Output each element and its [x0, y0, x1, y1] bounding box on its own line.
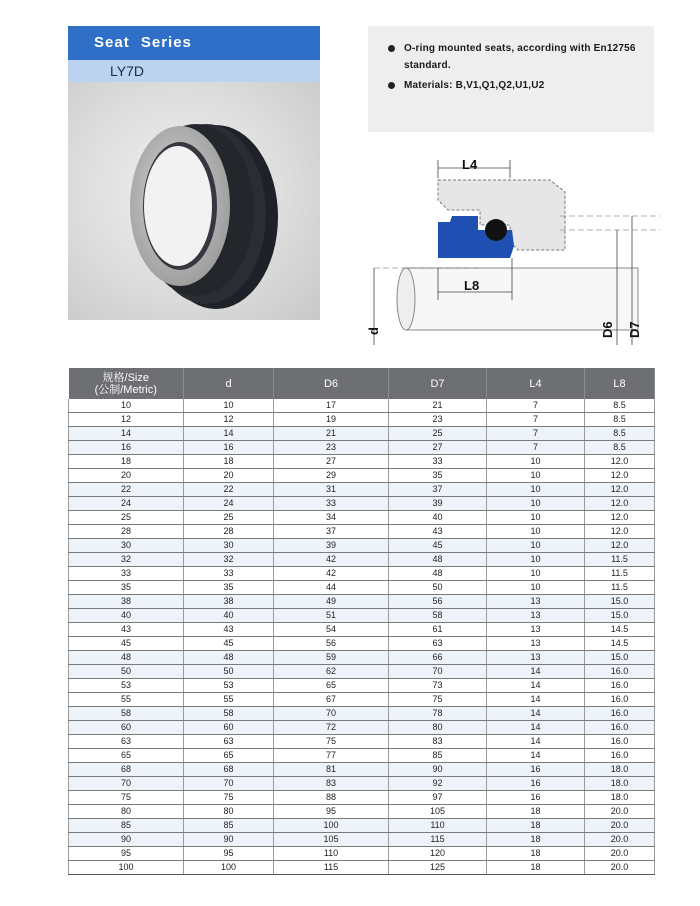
table-cell: 21 [389, 399, 487, 413]
table-row [69, 735, 655, 749]
table-cell: 10 [69, 399, 184, 413]
table-cell: 13 [487, 595, 585, 609]
table-cell: 31 [274, 483, 389, 497]
bullet-icon [388, 82, 395, 89]
col-d6: D6 [274, 368, 389, 399]
table-cell: 39 [274, 539, 389, 553]
table-cell: 20 [184, 469, 274, 483]
table-row [69, 455, 655, 469]
table-cell: 63 [184, 735, 274, 749]
table-row [69, 581, 655, 595]
table-cell: 14.5 [585, 623, 655, 637]
note-item [388, 40, 646, 74]
table-cell: 20.0 [585, 805, 655, 819]
table-cell: 53 [184, 679, 274, 693]
table-cell: 42 [274, 567, 389, 581]
table-cell: 12 [69, 413, 184, 427]
table-cell: 13 [487, 637, 585, 651]
table-cell: 21 [274, 427, 389, 441]
table-cell: 25 [69, 511, 184, 525]
table-cell: 61 [389, 623, 487, 637]
series-title: Seat Series [68, 26, 320, 60]
table-cell: 63 [69, 735, 184, 749]
table-cell: 90 [69, 833, 184, 847]
table-cell: 12.0 [585, 525, 655, 539]
table-cell: 54 [274, 623, 389, 637]
table-cell: 12.0 [585, 469, 655, 483]
table-cell: 23 [274, 441, 389, 455]
table-cell: 43 [389, 525, 487, 539]
table-cell: 125 [389, 861, 487, 875]
table-cell: 92 [389, 777, 487, 791]
table-row [69, 679, 655, 693]
table-cell: 16 [487, 763, 585, 777]
table-cell: 100 [184, 861, 274, 875]
seat-ring-image [68, 82, 320, 320]
note-text: Materials: B,V1,Q1,Q2,U1,U2 [404, 80, 545, 91]
table-cell: 95 [184, 847, 274, 861]
table-cell: 18.0 [585, 777, 655, 791]
table-cell: 16 [184, 441, 274, 455]
table-cell: 34 [274, 511, 389, 525]
col-size: 规格/Size (公制/Metric) [69, 368, 184, 399]
table-cell: 32 [69, 553, 184, 567]
table-cell: 27 [274, 455, 389, 469]
table-cell: 81 [274, 763, 389, 777]
table-cell: 16 [487, 791, 585, 805]
table-cell: 51 [274, 609, 389, 623]
table-cell: 15.0 [585, 651, 655, 665]
label-l4: L4 [462, 157, 478, 172]
dimension-diagram [360, 150, 660, 350]
table-cell: 53 [69, 679, 184, 693]
table-cell: 48 [389, 567, 487, 581]
table-cell: 58 [184, 707, 274, 721]
table-cell: 38 [184, 595, 274, 609]
table-cell: 13 [487, 651, 585, 665]
table-row [69, 483, 655, 497]
product-photo [68, 82, 320, 320]
table-cell: 39 [389, 497, 487, 511]
table-cell: 12.0 [585, 455, 655, 469]
table-cell: 43 [184, 623, 274, 637]
table-cell: 10 [487, 581, 585, 595]
table-cell: 50 [69, 665, 184, 679]
table-cell: 65 [274, 679, 389, 693]
table-row [69, 609, 655, 623]
table-cell: 8.5 [585, 427, 655, 441]
model-label: LY7D [68, 60, 320, 82]
table-row [69, 805, 655, 819]
table-cell: 7 [487, 399, 585, 413]
table-cell: 8.5 [585, 441, 655, 455]
table-cell: 30 [184, 539, 274, 553]
table-row [69, 861, 655, 875]
table-cell: 24 [184, 497, 274, 511]
table-cell: 48 [184, 651, 274, 665]
table-row [69, 749, 655, 763]
table-row [69, 693, 655, 707]
shaft [406, 268, 638, 330]
table-cell: 95 [274, 805, 389, 819]
table-cell: 30 [69, 539, 184, 553]
table-cell: 83 [389, 735, 487, 749]
table-cell: 55 [184, 693, 274, 707]
table-cell: 67 [274, 693, 389, 707]
note-item [388, 77, 646, 94]
table-cell: 16 [487, 777, 585, 791]
table-cell: 16.0 [585, 721, 655, 735]
table-cell: 56 [274, 637, 389, 651]
table-cell: 75 [389, 693, 487, 707]
table-cell: 45 [69, 637, 184, 651]
table-cell: 68 [184, 763, 274, 777]
table-cell: 11.5 [585, 567, 655, 581]
table-cell: 14 [487, 693, 585, 707]
table-cell: 12.0 [585, 511, 655, 525]
table-cell: 20.0 [585, 861, 655, 875]
table-cell: 29 [274, 469, 389, 483]
table-cell: 22 [69, 483, 184, 497]
table-row [69, 651, 655, 665]
table-row [69, 511, 655, 525]
table-cell: 16 [69, 441, 184, 455]
table-cell: 78 [389, 707, 487, 721]
table-cell: 49 [274, 595, 389, 609]
table-cell: 62 [274, 665, 389, 679]
col-d: d [184, 368, 274, 399]
table-row [69, 441, 655, 455]
table-row [69, 833, 655, 847]
table-cell: 70 [274, 707, 389, 721]
table-row [69, 427, 655, 441]
table-cell: 14 [487, 721, 585, 735]
table-cell: 48 [69, 651, 184, 665]
table-cell: 20.0 [585, 819, 655, 833]
table-cell: 14 [487, 679, 585, 693]
table-cell: 19 [274, 413, 389, 427]
table-cell: 80 [69, 805, 184, 819]
table-cell: 59 [274, 651, 389, 665]
table-cell: 70 [389, 665, 487, 679]
table-cell: 10 [487, 539, 585, 553]
table-row [69, 763, 655, 777]
table-row [69, 497, 655, 511]
table-cell: 75 [184, 791, 274, 805]
table-cell: 37 [274, 525, 389, 539]
table-cell: 18 [487, 861, 585, 875]
table-cell: 63 [389, 637, 487, 651]
col-l8: L8 [585, 368, 655, 399]
table-cell: 48 [389, 553, 487, 567]
table-cell: 10 [487, 525, 585, 539]
table-cell: 33 [389, 455, 487, 469]
table-cell: 33 [69, 567, 184, 581]
table-cell: 14.5 [585, 637, 655, 651]
table-cell: 110 [274, 847, 389, 861]
table-cell: 11.5 [585, 581, 655, 595]
table-cell: 65 [69, 749, 184, 763]
table-cell: 10 [487, 511, 585, 525]
table-cell: 18 [487, 833, 585, 847]
table-cell: 13 [487, 623, 585, 637]
table-row [69, 539, 655, 553]
table-cell: 8.5 [585, 413, 655, 427]
table-cell: 85 [184, 819, 274, 833]
table-cell: 11.5 [585, 553, 655, 567]
table-cell: 7 [487, 427, 585, 441]
table-row [69, 413, 655, 427]
table-cell: 42 [274, 553, 389, 567]
table-cell: 20 [69, 469, 184, 483]
size-table [68, 368, 655, 875]
table-cell: 18 [184, 455, 274, 469]
table-row [69, 847, 655, 861]
table-cell: 35 [389, 469, 487, 483]
table-cell: 85 [389, 749, 487, 763]
table-cell: 22 [184, 483, 274, 497]
table-cell: 60 [184, 721, 274, 735]
table-cell: 25 [389, 427, 487, 441]
table-cell: 105 [389, 805, 487, 819]
table-cell: 7 [487, 441, 585, 455]
table-cell: 40 [184, 609, 274, 623]
table-cell: 27 [389, 441, 487, 455]
table-cell: 10 [487, 469, 585, 483]
table-cell: 58 [389, 609, 487, 623]
table-row [69, 791, 655, 805]
table-cell: 90 [389, 763, 487, 777]
table-cell: 18.0 [585, 763, 655, 777]
table-cell: 18 [69, 455, 184, 469]
table-cell: 38 [69, 595, 184, 609]
table-cell: 18 [487, 847, 585, 861]
table-row [69, 399, 655, 413]
table-cell: 28 [69, 525, 184, 539]
table-cell: 56 [389, 595, 487, 609]
table-cell: 14 [487, 707, 585, 721]
table-cell: 13 [487, 609, 585, 623]
table-cell: 14 [69, 427, 184, 441]
table-cell: 23 [389, 413, 487, 427]
table-cell: 72 [274, 721, 389, 735]
table-row [69, 567, 655, 581]
note-text: O-ring mounted seats, according with En12756 standard. [404, 43, 636, 71]
table-row [69, 777, 655, 791]
table-row [69, 637, 655, 651]
table-row [69, 623, 655, 637]
table-cell: 43 [69, 623, 184, 637]
table-cell: 18 [487, 805, 585, 819]
bullet-icon [388, 45, 395, 52]
table-cell: 17 [274, 399, 389, 413]
table-cell: 12 [184, 413, 274, 427]
table-cell: 10 [487, 497, 585, 511]
table-cell: 80 [389, 721, 487, 735]
table-cell: 14 [487, 749, 585, 763]
table-cell: 105 [274, 833, 389, 847]
table-cell: 32 [184, 553, 274, 567]
table-cell: 18.0 [585, 791, 655, 805]
table-cell: 10 [487, 553, 585, 567]
table-cell: 60 [69, 721, 184, 735]
table-row [69, 595, 655, 609]
table-cell: 70 [184, 777, 274, 791]
table-cell: 88 [274, 791, 389, 805]
table-cell: 16.0 [585, 707, 655, 721]
table-cell: 35 [184, 581, 274, 595]
table-cell: 66 [389, 651, 487, 665]
table-cell: 18 [487, 819, 585, 833]
table-cell: 97 [389, 791, 487, 805]
table-cell: 16.0 [585, 735, 655, 749]
table-cell: 8.5 [585, 399, 655, 413]
table-cell: 12.0 [585, 539, 655, 553]
table-cell: 77 [274, 749, 389, 763]
table-cell: 40 [389, 511, 487, 525]
table-cell: 15.0 [585, 595, 655, 609]
table-cell: 16.0 [585, 679, 655, 693]
table-cell: 12.0 [585, 497, 655, 511]
table-cell: 24 [69, 497, 184, 511]
table-cell: 58 [69, 707, 184, 721]
table-cell: 110 [389, 819, 487, 833]
table-cell: 15.0 [585, 609, 655, 623]
table-cell: 68 [69, 763, 184, 777]
table-cell: 16.0 [585, 665, 655, 679]
table-cell: 95 [69, 847, 184, 861]
table-cell: 83 [274, 777, 389, 791]
table-cell: 100 [274, 819, 389, 833]
table-cell: 12.0 [585, 483, 655, 497]
table-cell: 44 [274, 581, 389, 595]
label-d6: D6 [600, 321, 615, 338]
table-cell: 10 [487, 483, 585, 497]
table-cell: 115 [389, 833, 487, 847]
table-row [69, 553, 655, 567]
table-row [69, 525, 655, 539]
col-d7: D7 [389, 368, 487, 399]
table-cell: 20.0 [585, 847, 655, 861]
table-cell: 100 [69, 861, 184, 875]
product-notes [368, 26, 654, 132]
col-l4: L4 [487, 368, 585, 399]
table-cell: 16.0 [585, 693, 655, 707]
table-row [69, 721, 655, 735]
table-row [69, 665, 655, 679]
table-cell: 50 [389, 581, 487, 595]
table-cell: 120 [389, 847, 487, 861]
table-header-row [69, 368, 655, 399]
table-cell: 35 [69, 581, 184, 595]
table-cell: 25 [184, 511, 274, 525]
o-ring-icon [485, 219, 507, 241]
table-cell: 80 [184, 805, 274, 819]
label-l8: L8 [464, 278, 480, 293]
table-cell: 28 [184, 525, 274, 539]
table-cell: 75 [274, 735, 389, 749]
label-d: d [366, 327, 381, 335]
table-cell: 45 [184, 637, 274, 651]
table-cell: 50 [184, 665, 274, 679]
table-cell: 70 [69, 777, 184, 791]
table-cell: 40 [69, 609, 184, 623]
table-cell: 10 [487, 455, 585, 469]
table-row [69, 707, 655, 721]
table-cell: 115 [274, 861, 389, 875]
table-row [69, 819, 655, 833]
table-cell: 14 [487, 665, 585, 679]
label-d7: D7 [627, 321, 642, 338]
table-cell: 65 [184, 749, 274, 763]
table-cell: 45 [389, 539, 487, 553]
table-cell: 90 [184, 833, 274, 847]
table-cell: 10 [487, 567, 585, 581]
table-cell: 10 [184, 399, 274, 413]
table-cell: 14 [487, 735, 585, 749]
table-row [69, 469, 655, 483]
table-cell: 14 [184, 427, 274, 441]
table-cell: 33 [184, 567, 274, 581]
table-cell: 75 [69, 791, 184, 805]
table-cell: 16.0 [585, 749, 655, 763]
table-cell: 85 [69, 819, 184, 833]
table-cell: 55 [69, 693, 184, 707]
table-cell: 20.0 [585, 833, 655, 847]
table-cell: 73 [389, 679, 487, 693]
table-cell: 33 [274, 497, 389, 511]
table-cell: 37 [389, 483, 487, 497]
table-cell: 7 [487, 413, 585, 427]
